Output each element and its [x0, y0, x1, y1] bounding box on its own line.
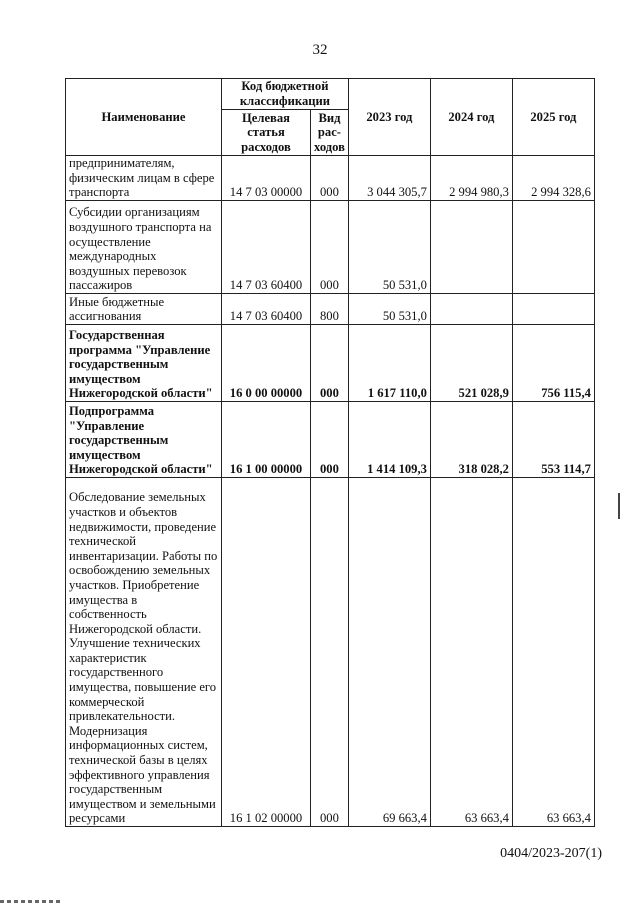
row-2023: 50 531,0	[348, 294, 430, 325]
row-2025: 2 994 328,6	[512, 156, 594, 201]
row-name: Обследование земельных участков и объектов недвижимости, проведение технической инвентаризации. Работы по освобождению земельных участков. Приобретение имущества в собственность Нижегородской области. Улучшение технических характеристик государственного имущества, повышение его коммерческой привлекательности. Модернизация информационных систем, технической базы в целях эффективного управления государственным имуществом и земельными ресурсами	[69, 490, 218, 826]
header-expense-type: Вид рас-ходов	[311, 110, 349, 156]
row-2025	[512, 294, 594, 325]
row-2024: 2 994 980,3	[430, 156, 512, 201]
document-code: 0404/2023-207(1)	[500, 846, 602, 861]
row-target-code: 14 7 03 00000	[222, 156, 311, 201]
row-name: Субсидии организациям воздушного транспорта на осуществление международных воздушных перевозок пассажиров	[69, 205, 212, 293]
table-row	[66, 294, 595, 325]
row-2024	[430, 201, 512, 294]
header-2023: 2023 год	[348, 79, 430, 156]
table-row	[66, 402, 595, 478]
row-name: предпринимателям, физическим лицам в сфере транспорта	[69, 156, 215, 200]
row-expense-type: 800	[311, 294, 349, 325]
row-2025: 756 115,4	[512, 325, 594, 402]
row-2024: 63 663,4	[430, 478, 512, 827]
table-row	[66, 156, 595, 201]
row-2025: 63 663,4	[512, 478, 594, 827]
row-expense-type: 000	[311, 478, 349, 827]
row-target-code: 14 7 03 60400	[222, 201, 311, 294]
row-2023: 3 044 305,7	[348, 156, 430, 201]
table-row	[66, 478, 595, 827]
row-target-code: 16 1 00 00000	[222, 402, 311, 478]
row-expense-type: 000	[311, 201, 349, 294]
row-target-code: 16 0 00 00000	[222, 325, 311, 402]
row-expense-type: 000	[311, 402, 349, 478]
header-2025: 2025 год	[512, 79, 594, 156]
page-number: 32	[312, 42, 328, 58]
scan-artifact-line	[618, 493, 620, 519]
header-target-article: Целевая статья расходов	[222, 110, 311, 156]
header-2024: 2024 год	[430, 79, 512, 156]
scan-artifact-edge	[0, 900, 60, 903]
row-2025	[512, 201, 594, 294]
row-2024: 521 028,9	[430, 325, 512, 402]
row-2023: 1 414 109,3	[348, 402, 430, 478]
row-2023: 69 663,4	[348, 478, 430, 827]
row-name: Иные бюджетные ассигнования	[69, 294, 165, 324]
row-name: Подпрограмма "Управление государственным имуществом Нижегородской области"	[69, 404, 213, 477]
header-budget-code: Код бюджетной классификации	[222, 79, 349, 110]
row-2024	[430, 294, 512, 325]
row-2025: 553 114,7	[512, 402, 594, 478]
row-target-code: 14 7 03 60400	[222, 294, 311, 325]
row-expense-type: 000	[311, 325, 349, 402]
row-expense-type: 000	[311, 156, 349, 201]
row-name: Государственная программа "Управление государственным имуществом Нижегородской области"	[69, 328, 213, 401]
header-name: Наименование	[66, 79, 222, 156]
row-2023: 50 531,0	[348, 201, 430, 294]
table-row	[66, 201, 595, 294]
budget-table	[65, 78, 595, 827]
row-target-code: 16 1 02 00000	[222, 478, 311, 827]
row-2024: 318 028,2	[430, 402, 512, 478]
table-row	[66, 325, 595, 402]
row-2023: 1 617 110,0	[348, 325, 430, 402]
